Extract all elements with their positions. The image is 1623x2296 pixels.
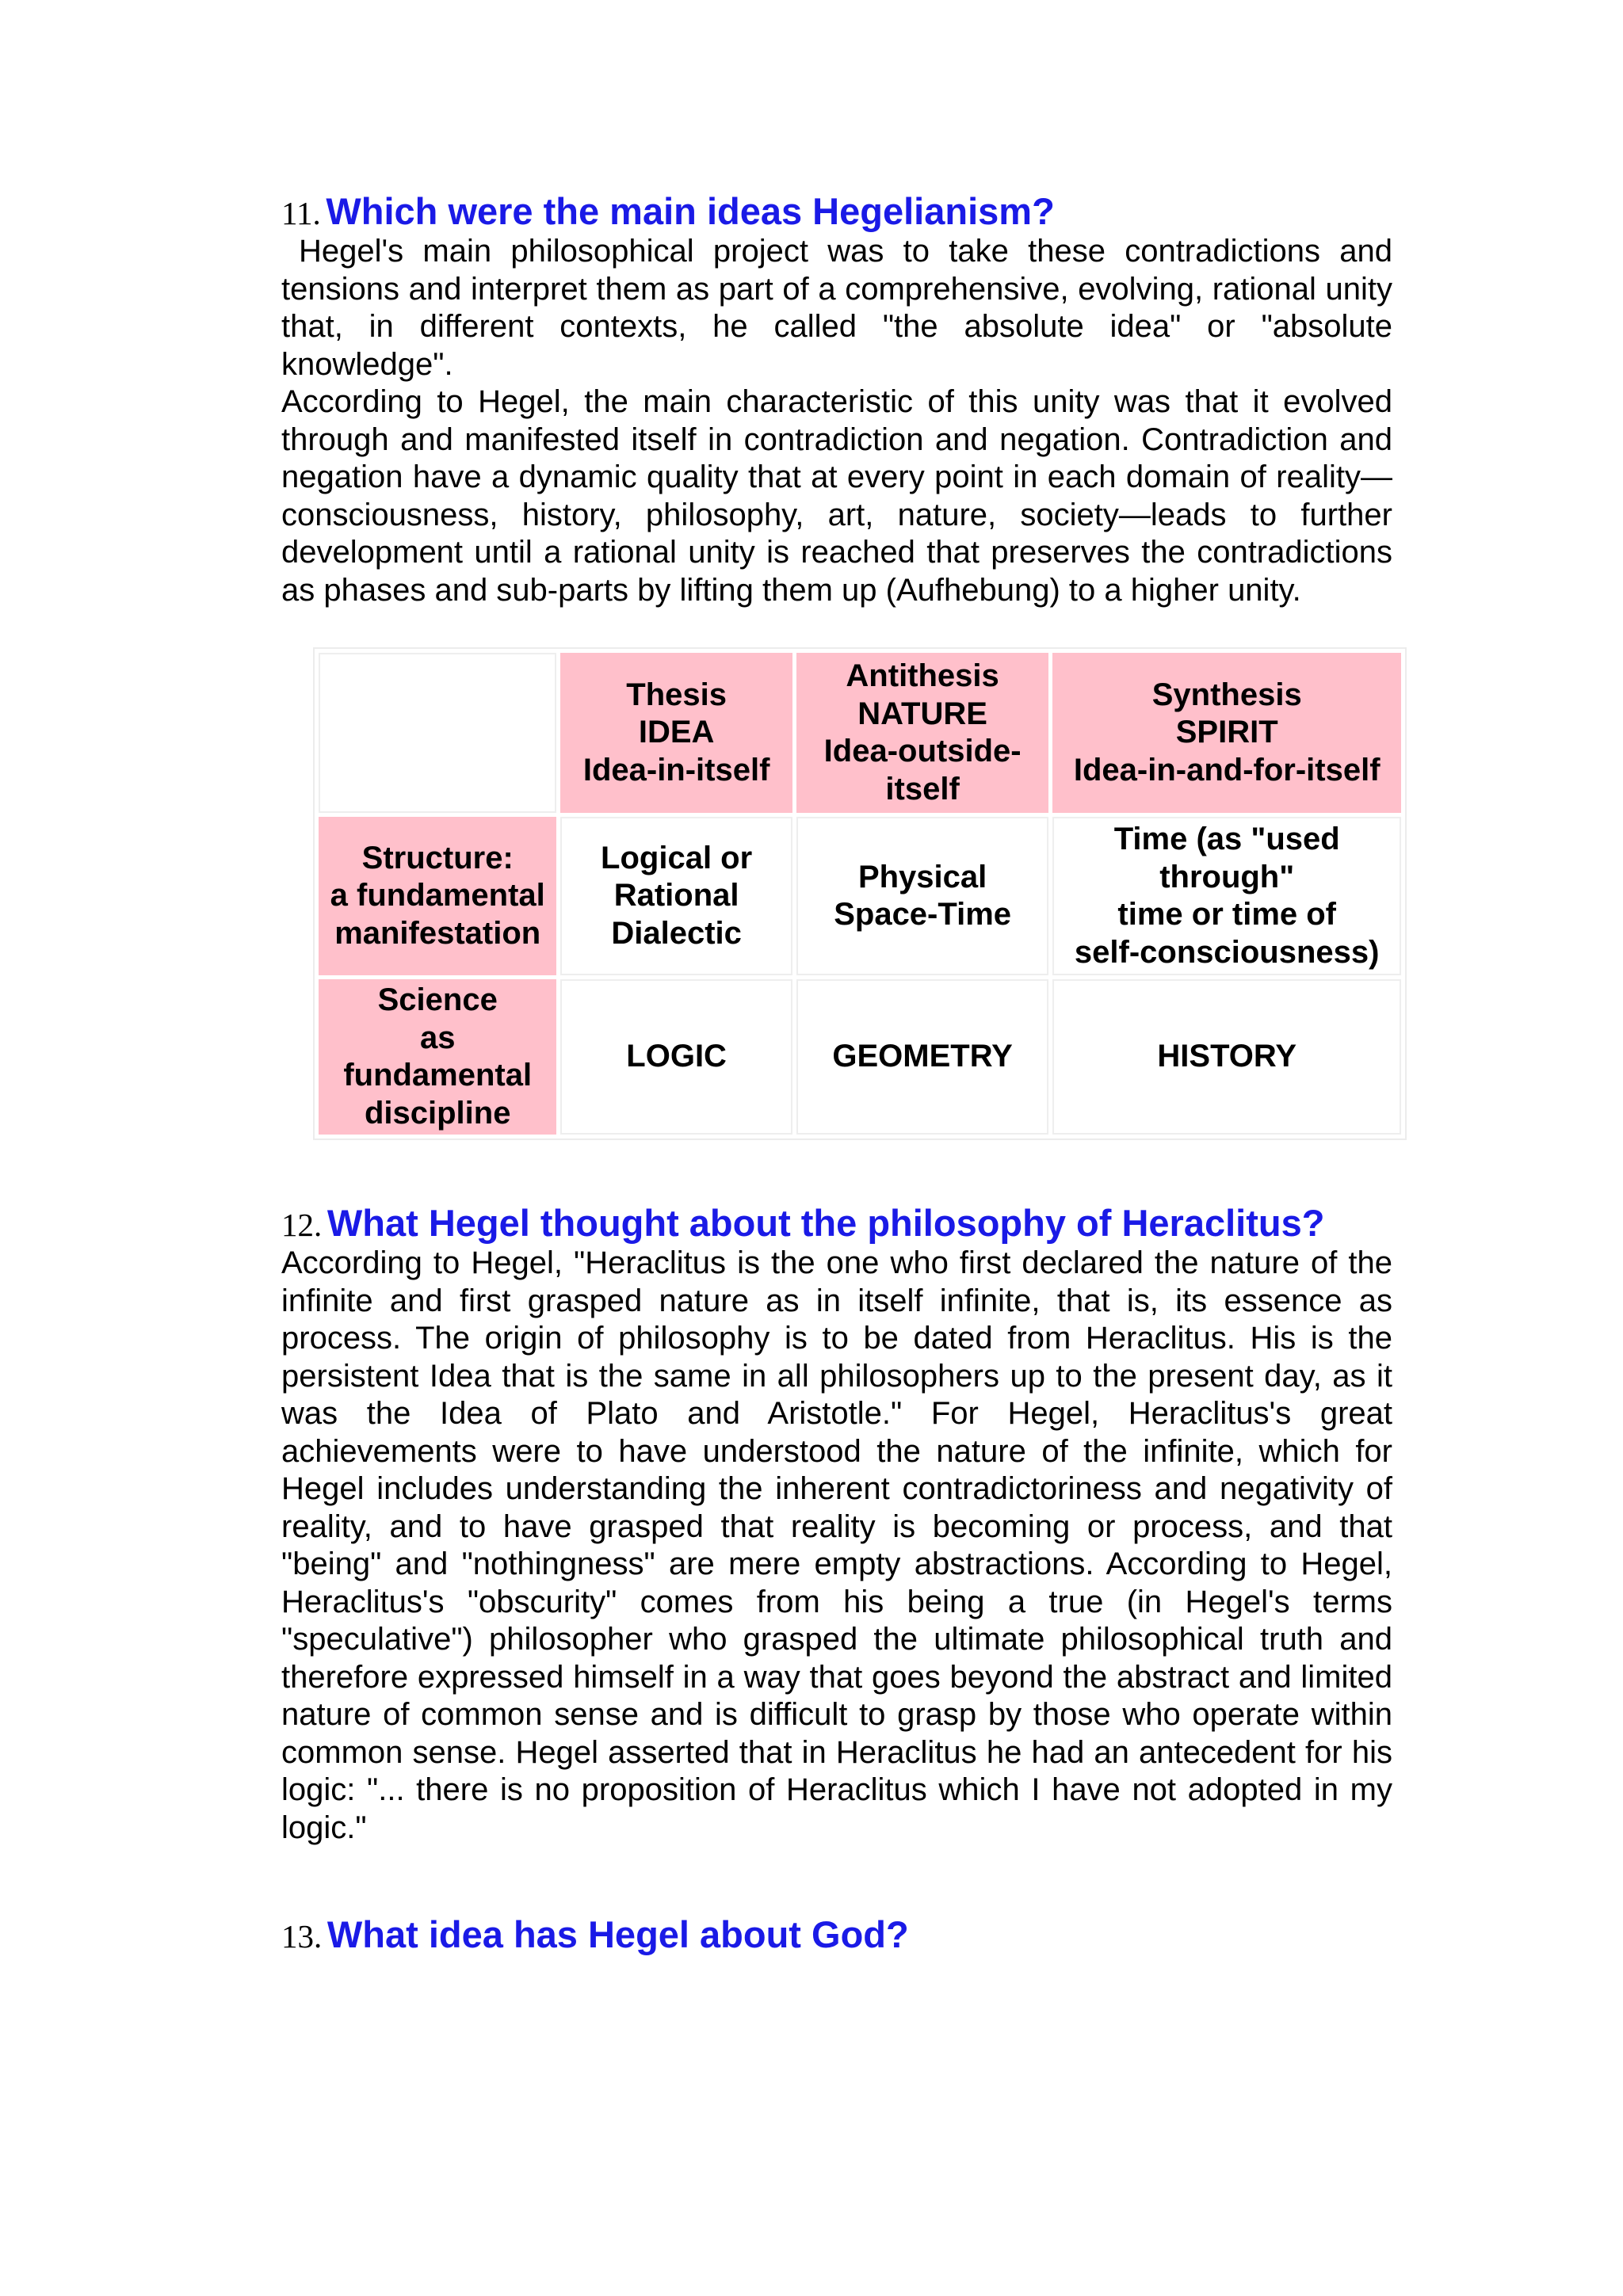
question-number: 13. [281,1918,323,1955]
paragraph: According to Hegel, "Heraclitus is the one who first declared the nature of the infinite and first grasped nature as in itself infinite, that is, its essence as process. The origin of philosophy is to be dated from Heraclitus. His is the persistent Idea that is the same in all philosophers up to the present day, as it was the Idea of Plato and Aristotle." For Hegel, Heraclitus's great achievements were to have understood the nature of the infinite, which for Hegel includes understanding the inherent contradictoriness and negativity of reality, and to have grasped that reality is becoming or process, and that "being" and "nothingness" are mere empty abstractions. According to Hegel, Heraclitus's "obscurity" comes from his being a true (in Hegel's terms "speculative") philosopher who grasped the ultimate philosophical truth and therefore expressed himself in a way that goes beyond the abstract and limited nature of common sense and is difficult to grasp by those who operate within common sense. Hegel asserted that in Heraclitus he had an antecedent for his logic: "... there is no proposition of Heraclitus which I have not adopted in my logic." [281,1245,1392,1845]
section-11 [281,190,1392,609]
paragraph: Hegel's main philosophical project was to take these contradictions and tensions and interpret them as part of a comprehensive, evolving, rational unity that, in different contexts, he called "the absolute idea" or "absolute knowledge". [281,234,1392,382]
question-heading [281,1913,1392,1956]
question-heading [281,190,1392,233]
header-thesis: Thesis IDEA Idea-in-itself [560,653,792,813]
section-13 [281,1913,1392,1956]
cell-science-antithesis: GEOMETRY [796,979,1049,1135]
table-row [319,817,1401,975]
section-12 [281,1202,1392,1847]
question-title: Which were the main ideas Hegelianism? [326,190,1055,232]
header-synthesis: Synthesis SPIRIT Idea-in-and-for-itself [1052,653,1401,813]
cell-structure-thesis: Logical or Rational Dialectic [560,817,792,975]
hegel-triad-table [313,647,1407,1140]
row-label-science: Science as fundamental discipline [319,979,556,1135]
question-title: What idea has Hegel about God? [327,1913,909,1956]
question-title: What Hegel thought about the philosophy of Heraclitus? [327,1202,1325,1245]
document-page [281,190,1392,1956]
question-number: 11. [281,195,321,231]
cell-structure-synthesis: Time (as "used through" time or time of self-consciousness) [1052,817,1401,975]
header-antithesis: Antithesis NATURE Idea-outside- itself [796,653,1049,813]
cell-structure-antithesis: Physical Space-Time [796,817,1049,975]
cell-science-synthesis: HISTORY [1052,979,1401,1135]
row-label-structure: Structure: a fundamental manifestation [319,817,556,975]
question-number: 12. [281,1207,323,1244]
question-heading [281,1202,1392,1245]
cell-science-thesis: LOGIC [560,979,792,1135]
hegel-triad-table-wrap [313,647,1407,1140]
paragraph: According to Hegel, the main characteristic of this unity was that it evolved through and manifested itself in contradiction and negation. Contradiction and negation have a dynamic quality that at every point in each domain of reality—consciousness, history, philosophy, art, nature, society—leads to further development until a rational unity is reached that preserves the contradictions as phases and sub-parts by lifting them up (Aufhebung) to a higher unity. [281,384,1392,608]
table-header-row [319,653,1401,813]
table-corner-cell [319,653,556,813]
table-row [319,979,1401,1135]
